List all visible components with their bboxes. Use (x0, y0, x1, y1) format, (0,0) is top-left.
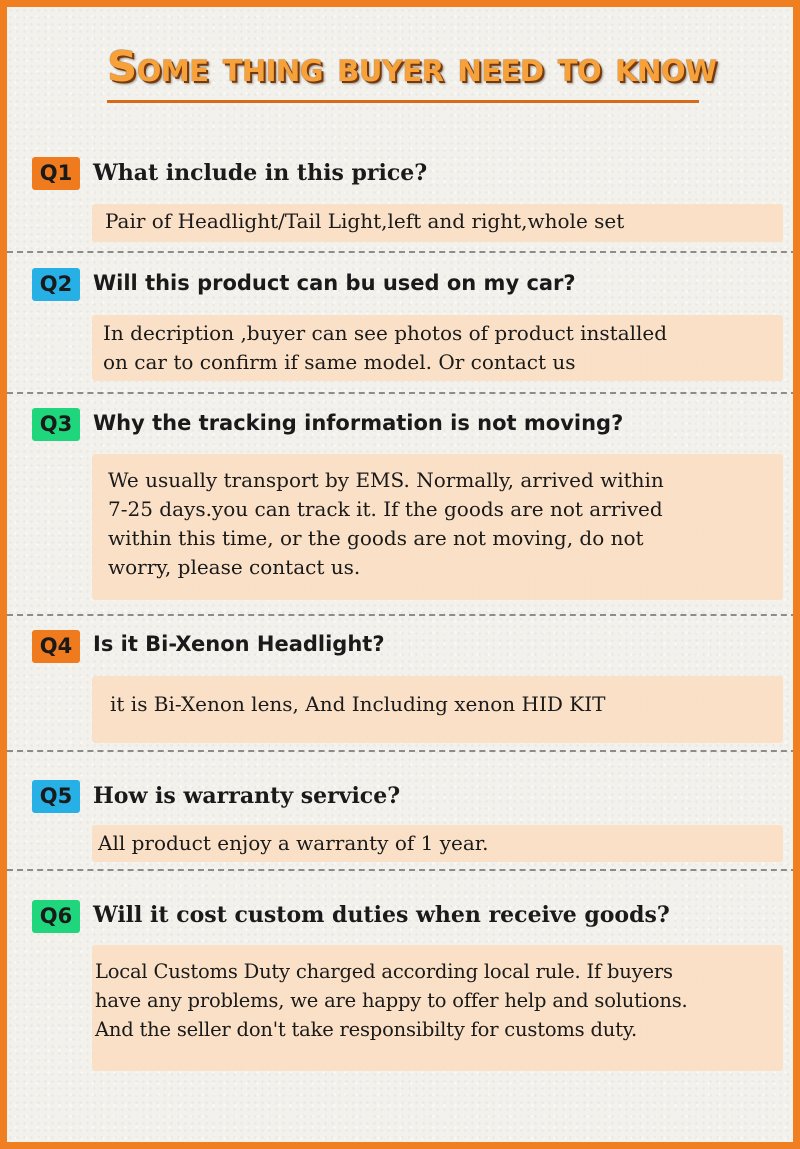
separator (7, 251, 800, 253)
q5-question: How is warranty service? (93, 783, 401, 809)
q2-badge: Q2 (32, 268, 80, 301)
separator (7, 614, 800, 616)
q6-question: Will it cost custom duties when receive goods? (93, 902, 670, 928)
separator (7, 750, 800, 752)
q1-answer: Pair of Headlight/Tail Light,left and right,whole set (92, 204, 783, 242)
separator (7, 869, 800, 871)
q1-question: What include in this price? (93, 160, 428, 186)
q2-question: Will this product can bu used on my car? (93, 271, 576, 295)
q3-question: Why the tracking information is not moving? (93, 411, 624, 435)
q3-badge: Q3 (32, 408, 80, 441)
q5-answer: All product enjoy a warranty of 1 year. (92, 825, 783, 862)
q6-answer: Local Customs Duty charged according local rule. If buyers have any problems, we are happy to offer help and solutions. And the seller don't take responsibilty for customs duty. (92, 945, 783, 1071)
page-title: Some thing buyer need to know (107, 42, 717, 91)
q3-answer: We usually transport by EMS. Normally, arrived within 7-25 days.you can track it. If the goods are not arrived within this time, or the goods are not moving, do not worry, please contact us. (92, 454, 783, 600)
q4-answer: it is Bi-Xenon lens, And Including xenon HID KIT (92, 676, 783, 743)
q4-question: Is it Bi-Xenon Headlight? (93, 632, 385, 656)
q1-badge: Q1 (32, 157, 80, 190)
q6-badge: Q6 (32, 900, 80, 933)
title-underline (107, 100, 699, 103)
q4-badge: Q4 (32, 630, 80, 663)
q5-badge: Q5 (32, 780, 80, 813)
separator (7, 392, 800, 394)
q2-answer: In decription ,buyer can see photos of product installed on car to confirm if same model. Or contact us (92, 315, 783, 381)
